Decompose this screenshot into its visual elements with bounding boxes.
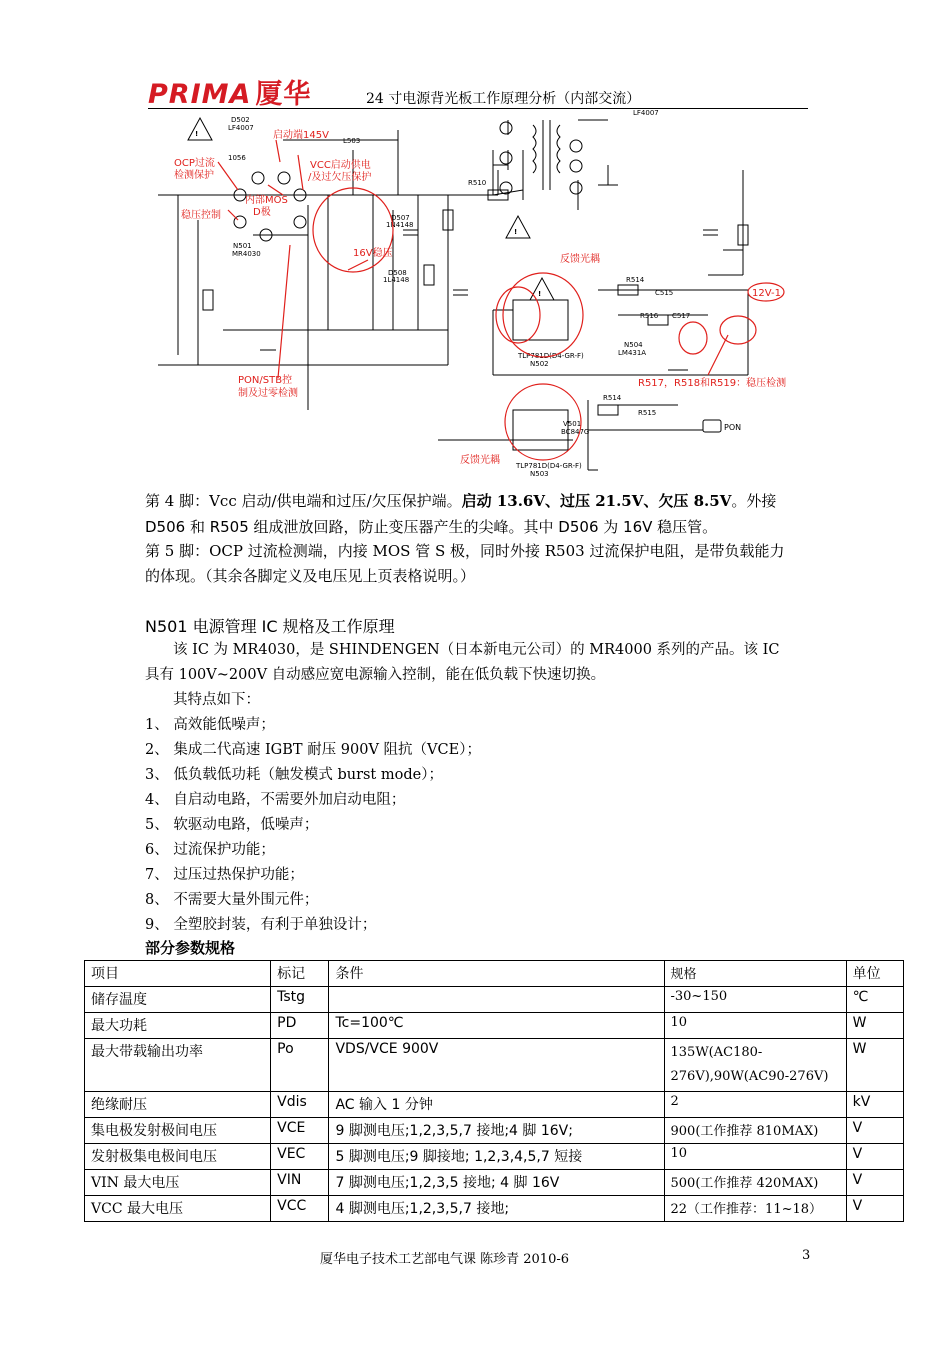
label-vcc: VCC启动供电: [310, 160, 371, 171]
pin4-description: 第 4 脚：Vcc 启动/供电端和过压/欠压保护端。启动 13.6V、过压 21.5V、欠压 8.5V。外接: [145, 492, 777, 510]
table-cell: 10: [664, 1144, 846, 1170]
table-cell: V: [846, 1144, 903, 1170]
page-footer: 厦华电子技术工艺部电气课 陈珍青 2010-6: [320, 1252, 570, 1267]
table-cell: 集电极发射极间电压: [85, 1118, 271, 1144]
document-header-title: 24 寸电源背光板工作原理分析（内部交流）: [366, 91, 641, 107]
svg-text:R515: R515: [638, 409, 657, 417]
table-cell: AC 输入 1 分钟: [329, 1092, 664, 1118]
svg-text:TLP781D(D4-GR-F): TLP781D(D4-GR-F): [516, 462, 582, 470]
pin5-description-2: 的体现。（其余各脚定义及电压见上页表格说明。）: [145, 567, 476, 585]
table-cell: 9 脚测电压;1,2,3,5,7 接地;4 脚 16V;: [329, 1118, 664, 1144]
table-cell: 5 脚测电压;9 脚接地; 1,2,3,4,5,7 短接: [329, 1144, 664, 1170]
label-pon-2: 制及过零检测: [238, 388, 298, 399]
label-vcc-2: /及过欠压保护: [308, 172, 372, 183]
svg-text:N504: N504: [624, 341, 643, 349]
list-item: 6、 过流保护功能；: [145, 842, 275, 858]
table-row: [85, 1170, 904, 1196]
section-title: N501 电源管理 IC 规格及工作原理: [145, 617, 395, 636]
table-cell: 900(工作推荐 810MAX): [664, 1118, 846, 1144]
svg-text:LF4007: LF4007: [633, 110, 659, 117]
ic-intro: [145, 638, 815, 688]
table-cell: 2: [664, 1092, 846, 1118]
table-cell: W: [846, 1013, 903, 1039]
list-item: 9、 全塑胶封装，有利于单独设计；: [145, 917, 377, 933]
table-row: [85, 1196, 904, 1222]
svg-text:BC847G: BC847G: [561, 428, 590, 436]
table-row: [85, 987, 904, 1013]
list-item: 2、 集成二代高速 IGBT 耐压 900V 阻抗（VCE）；: [145, 742, 481, 758]
svg-text:R514: R514: [626, 276, 645, 284]
table-cell: 22（工作推荐：11~18）: [664, 1196, 846, 1222]
svg-text:N502: N502: [530, 360, 549, 368]
table-cell: Tstg: [271, 987, 329, 1013]
table-header-cell: 规格: [664, 961, 846, 987]
table-cell: -30~150: [664, 987, 846, 1013]
svg-text:1N4148: 1N4148: [386, 221, 414, 229]
label-ocp-2: 检测保护: [174, 170, 214, 181]
list-item: 8、 不需要大量外围元件；: [145, 892, 319, 908]
svg-text:R516: R516: [640, 312, 659, 320]
intro-line-2: 具有 100V~200V 自动感应宽电源输入控制，能在低负载下快速切换。: [145, 667, 606, 683]
list-item: 7、 过压过热保护功能；: [145, 867, 304, 883]
label-pon: PON/STB控: [238, 375, 293, 386]
svg-text:D508: D508: [388, 269, 407, 277]
svg-text:C515: C515: [655, 289, 674, 297]
table-cell: PD: [271, 1013, 329, 1039]
table-cell: Po: [271, 1039, 329, 1092]
table-cell: VCC 最大电压: [85, 1196, 271, 1222]
table-row: [85, 1039, 904, 1092]
label-mos-d: 内部MOS: [245, 195, 288, 206]
svg-text:MR4030: MR4030: [232, 250, 261, 258]
svg-text:!: !: [538, 290, 542, 298]
table-cell: 储存温度: [85, 987, 271, 1013]
svg-text:V501: V501: [563, 420, 582, 428]
intro-line-1: 该 IC 为 MR4030，是 SHINDENGEN（日本新电元公司）的 MR4000 系列的产品。该 IC: [173, 642, 780, 658]
table-row: [85, 1118, 904, 1144]
svg-text:D507: D507: [391, 214, 410, 222]
svg-text:L503: L503: [343, 137, 361, 145]
table-cell: VIN: [271, 1170, 329, 1196]
feature-list: [145, 688, 815, 938]
svg-text:!: !: [514, 228, 518, 236]
list-item: 4、 自启动电路，不需要外加启动电阻；: [145, 792, 406, 808]
circuit-schematic: [148, 110, 808, 480]
svg-text:D502: D502: [231, 116, 250, 124]
table-cell: 500(工作推荐 420MAX): [664, 1170, 846, 1196]
svg-text:N501: N501: [233, 242, 252, 250]
svg-text:R514: R514: [603, 394, 622, 402]
label-pon-out: PON: [724, 423, 742, 432]
table-cell: 10: [664, 1013, 846, 1039]
label-feedback-bottom: 反馈光耦: [460, 455, 500, 466]
table-cell: 发射极集电极间电压: [85, 1144, 271, 1170]
table-cell: [329, 987, 664, 1013]
header-divider: [148, 108, 808, 109]
table-header-cell: 单位: [846, 961, 903, 987]
svg-text:LF4007: LF4007: [228, 124, 254, 132]
table-cell: V: [846, 1196, 903, 1222]
table-cell: ℃: [846, 987, 903, 1013]
list-item: 5、 软驱动电路，低噪声；: [145, 817, 319, 833]
table-cell: 绝缘耐压: [85, 1092, 271, 1118]
list-item: 3、 低负载低功耗（触发模式 burst mode）；: [145, 767, 443, 783]
table-cell: Vdis: [271, 1092, 329, 1118]
svg-text:TLP781D(D4-GR-F): TLP781D(D4-GR-F): [518, 352, 584, 360]
pin4-description-2: D506 和 R505 组成泄放回路，防止变压器产生的尖峰。其中 D506 为 16V 稳压管。: [145, 518, 718, 536]
label-12v: 12V-1: [752, 288, 781, 299]
label-zener: 16V稳压: [353, 248, 393, 259]
table-cell: 最大功耗: [85, 1013, 271, 1039]
table-cell: VIN 最大电压: [85, 1170, 271, 1196]
label-startup: 启动端145V: [273, 130, 329, 141]
table-row: [85, 1013, 904, 1039]
table-cell: VEC: [271, 1144, 329, 1170]
svg-text:N503: N503: [530, 470, 549, 478]
label-reg-detect: R517，R518和R519：稳压检测: [638, 378, 787, 389]
table-cell: W: [846, 1039, 903, 1092]
table-cell: 7 脚测电压;1,2,3,5 接地; 4 脚 16V: [329, 1170, 664, 1196]
table-cell: 135W(AC180-276V),90W(AC90-276V): [664, 1039, 846, 1092]
table-row: [85, 1144, 904, 1170]
pin5-description: 第 5 脚：OCP 过流检测端，内接 MOS 管 S 极，同时外接 R503 过流保护电阻，是带负载能力: [145, 542, 785, 560]
svg-text:R510: R510: [468, 179, 487, 187]
table-header-cell: 条件: [329, 961, 664, 987]
table-cell: VCE: [271, 1118, 329, 1144]
svg-text:1L4148: 1L4148: [383, 276, 410, 284]
table-header-row: [85, 961, 904, 987]
table-cell: V: [846, 1118, 903, 1144]
label-regulation: 稳压控制: [181, 210, 221, 221]
label-mos-d-2: D极: [253, 207, 271, 218]
params-title: 部分参数规格: [145, 939, 236, 957]
table-cell: V: [846, 1170, 903, 1196]
spec-table: [84, 960, 904, 1222]
table-cell: Tc=100℃: [329, 1013, 664, 1039]
table-cell: VDS/VCE 900V: [329, 1039, 664, 1092]
table-cell: kV: [846, 1092, 903, 1118]
table-cell: VCC: [271, 1196, 329, 1222]
page-number: 3: [802, 1248, 811, 1263]
table-header-cell: 标记: [271, 961, 329, 987]
prima-logo: PRIMA 厦华: [148, 79, 312, 110]
table-row: [85, 1092, 904, 1118]
list-item: 1、 高效能低噪声；: [145, 717, 275, 733]
feature-list-title: 其特点如下：: [173, 692, 260, 708]
svg-text:LM431A: LM431A: [618, 349, 647, 357]
svg-text:C517: C517: [672, 312, 691, 320]
label-ocp: OCP过流: [174, 158, 215, 169]
table-cell: 最大带载输出功率: [85, 1039, 271, 1092]
svg-text:!: !: [195, 130, 199, 138]
table-cell: 4 脚测电压;1,2,3,5,7 接地;: [329, 1196, 664, 1222]
table-header-cell: 项目: [85, 961, 271, 987]
svg-text:1056: 1056: [228, 154, 246, 162]
label-feedback-top: 反馈光耦: [560, 254, 600, 265]
